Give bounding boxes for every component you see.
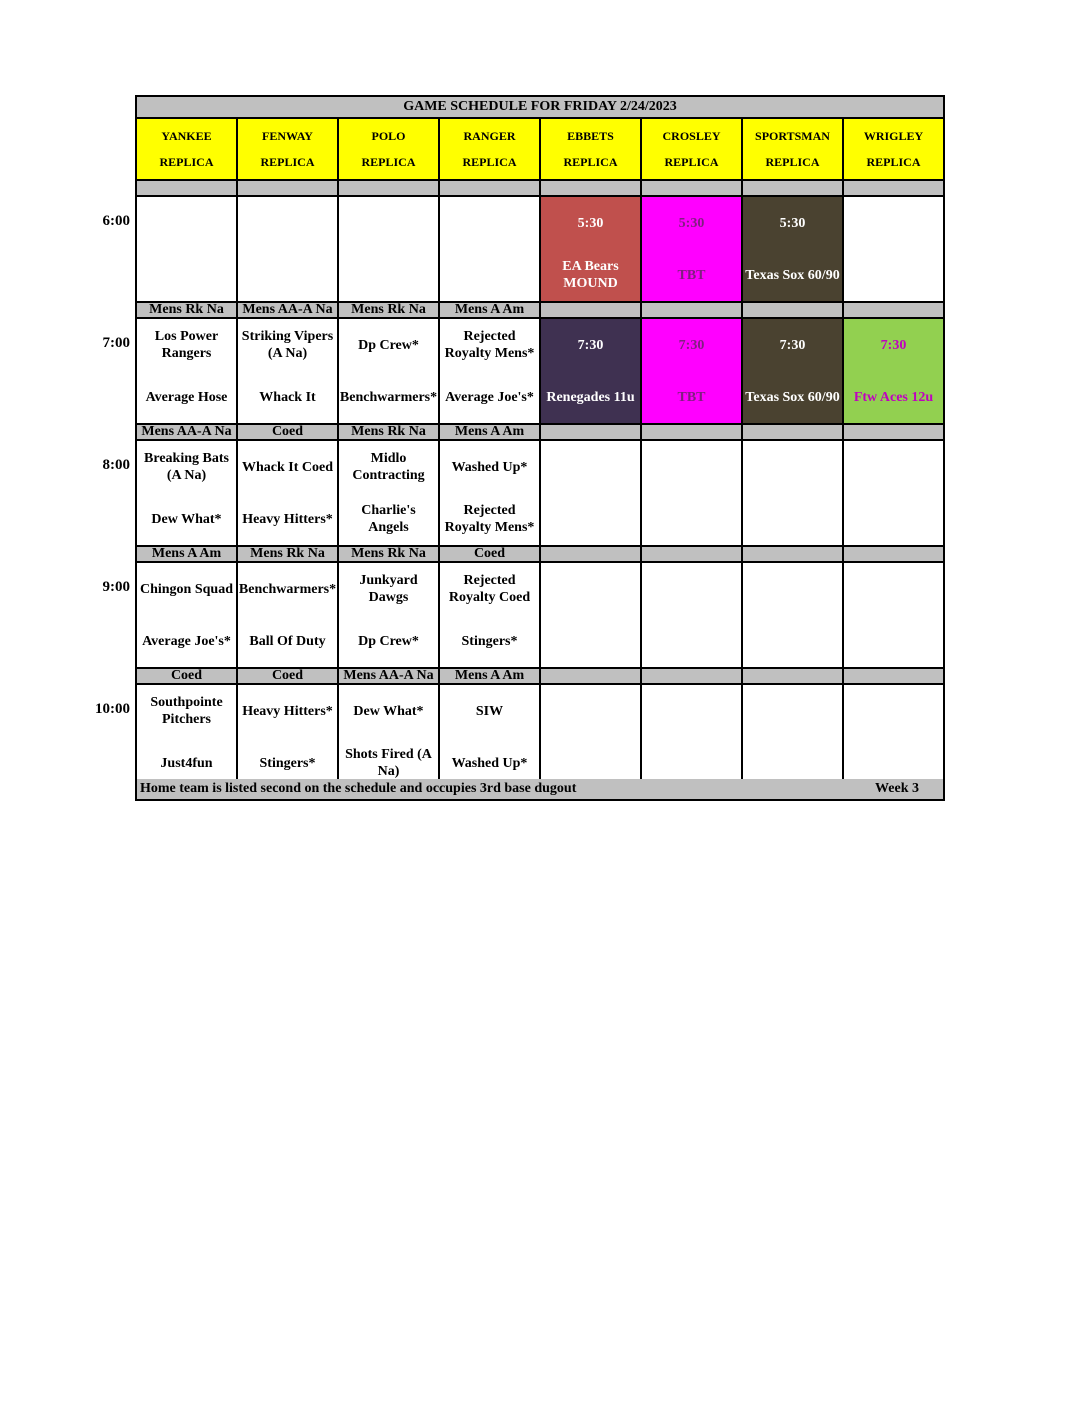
game-slot-bottom: Ball Of Duty [249, 633, 326, 649]
game-cell [642, 441, 743, 545]
division-label: Mens A Am [137, 547, 238, 561]
game-slot-bottom [743, 493, 842, 545]
field-subname: REPLICA [462, 154, 517, 169]
field-header-crosley [642, 119, 743, 179]
game-slot-bottom: Texas Sox 60/90 [745, 389, 840, 405]
game-slot-top: 7:30 [779, 337, 806, 353]
game-cell [541, 685, 642, 789]
field-name: POLO [371, 128, 406, 143]
field-name: FENWAY [262, 128, 313, 143]
game-cell [642, 319, 743, 423]
game-slot-top: Dp Crew* [358, 337, 419, 353]
division-blank [642, 547, 743, 561]
game-cell [642, 197, 743, 301]
game-cell [844, 441, 943, 545]
game-cell [743, 441, 844, 545]
game-slot-top: SIW [475, 703, 504, 719]
division-label: Mens Rk Na [339, 303, 440, 317]
game-cell [642, 685, 743, 789]
game-cell [137, 563, 238, 667]
game-slot-bottom [844, 615, 943, 667]
game-slot-top [642, 685, 741, 737]
game-slot-top [238, 197, 337, 249]
division-blank [642, 303, 743, 317]
division-blank [743, 181, 844, 195]
field-subname: REPLICA [361, 154, 416, 169]
field-header-polo [339, 119, 440, 179]
field-header-ebbets [541, 119, 642, 179]
game-slot-bottom: Texas Sox 60/90 [745, 267, 840, 283]
division-blank [642, 425, 743, 439]
division-blank [137, 181, 238, 195]
field-subname: REPLICA [866, 154, 921, 169]
game-slot-bottom [844, 493, 943, 545]
division-blank [541, 303, 642, 317]
time-label: 8:00 [102, 457, 130, 473]
division-blank [541, 181, 642, 195]
field-subname: REPLICA [260, 154, 315, 169]
division-blank [541, 425, 642, 439]
time-label: 6:00 [102, 213, 130, 229]
division-blank [844, 181, 943, 195]
game-slot-bottom [642, 615, 741, 667]
schedule-table [135, 95, 945, 801]
field-name: YANKEE [161, 128, 212, 143]
game-slot-bottom: Average Joe's* [445, 389, 534, 405]
game-slot-top: Midlo Contracting [352, 451, 425, 483]
game-cell [238, 563, 339, 667]
field-header-sportsman [743, 119, 844, 179]
division-band [137, 669, 943, 683]
game-cell [844, 685, 943, 789]
division-label: Mens A Am [440, 425, 541, 439]
game-cell [541, 563, 642, 667]
game-slot-top: Chingon Squad [139, 581, 233, 597]
game-slot-bottom: Average Hose [145, 389, 228, 405]
game-slot-top: 7:30 [577, 337, 604, 353]
game-cell [844, 197, 943, 301]
game-slot-top: 5:30 [577, 215, 604, 231]
game-slot-bottom: TBT [677, 267, 706, 283]
game-cell [440, 685, 541, 789]
field-header-ranger [440, 119, 541, 179]
game-cell [238, 441, 339, 545]
game-cell [844, 563, 943, 667]
game-row [137, 197, 943, 301]
division-blank [541, 547, 642, 561]
game-slot-top [844, 685, 943, 737]
game-cell [440, 319, 541, 423]
game-cell [238, 685, 339, 789]
game-slot-top: Striking Vipers (A Na) [241, 329, 334, 361]
division-label: Mens AA-A Na [137, 425, 238, 439]
division-label: Mens Rk Na [137, 303, 238, 317]
game-slot-bottom: Ftw Aces 12u [853, 389, 934, 405]
division-band [137, 547, 943, 561]
division-blank [844, 669, 943, 683]
game-slot-bottom [541, 493, 640, 545]
game-slot-top [137, 197, 236, 249]
game-cell [339, 197, 440, 301]
game-row [137, 441, 943, 545]
game-cell [238, 197, 339, 301]
division-blank [238, 181, 339, 195]
field-subname: REPLICA [765, 154, 820, 169]
game-slot-top: Los Power Rangers [154, 329, 219, 361]
game-slot-top: Heavy Hitters* [242, 703, 333, 719]
time-label: 9:00 [102, 579, 130, 595]
game-slot-top: 5:30 [779, 215, 806, 231]
game-slot-bottom [137, 249, 236, 301]
game-slot-bottom: Shots Fired (A Na) [345, 747, 432, 779]
division-blank [642, 181, 743, 195]
game-slot-top: Breaking Bats (A Na) [144, 451, 229, 483]
division-label: Coed [137, 669, 238, 683]
game-slot-bottom: Renegades 11u [546, 389, 635, 405]
division-blank [844, 547, 943, 561]
division-blank [743, 547, 844, 561]
game-cell [238, 319, 339, 423]
field-name: RANGER [463, 128, 516, 143]
game-cell [339, 441, 440, 545]
game-cell [440, 441, 541, 545]
division-blank [844, 425, 943, 439]
game-slot-top [339, 197, 438, 249]
game-row [137, 563, 943, 667]
field-subname: REPLICA [664, 154, 719, 169]
game-slot-bottom [541, 615, 640, 667]
game-slot-bottom [642, 493, 741, 545]
game-row [137, 319, 943, 423]
game-cell [339, 685, 440, 789]
schedule-title: GAME SCHEDULE FOR FRIDAY 2/24/2023 [137, 97, 943, 117]
division-label: Mens AA-A Na [238, 303, 339, 317]
division-label: Mens A Am [440, 669, 541, 683]
game-slot-bottom: Dp Crew* [358, 633, 419, 649]
field-name: SPORTSMAN [755, 128, 830, 143]
game-slot-top: Junkyard Dawgs [359, 573, 418, 605]
field-name: EBBETS [567, 128, 614, 143]
game-cell [137, 441, 238, 545]
game-slot-top [642, 441, 741, 493]
time-label: 7:00 [102, 335, 130, 351]
game-slot-top [743, 563, 842, 615]
game-cell [137, 685, 238, 789]
division-label: Mens Rk Na [339, 547, 440, 561]
field-subname: REPLICA [563, 154, 618, 169]
schedule-footer [137, 779, 943, 799]
field-name: CROSLEY [662, 128, 721, 143]
division-label: Mens Rk Na [339, 425, 440, 439]
game-slot-bottom [238, 249, 337, 301]
game-slot-top: Rejected Royalty Mens* [444, 329, 535, 361]
division-blank [541, 669, 642, 683]
game-row [137, 685, 943, 789]
division-blank [440, 181, 541, 195]
game-cell [137, 319, 238, 423]
game-slot-bottom: Benchwarmers* [339, 389, 438, 405]
division-blank [844, 303, 943, 317]
division-band [137, 425, 943, 439]
game-cell [743, 685, 844, 789]
field-subname: REPLICA [159, 154, 214, 169]
game-slot-top [844, 441, 943, 493]
game-slot-top: 5:30 [678, 215, 705, 231]
game-slot-bottom: Washed Up* [451, 755, 528, 771]
field-header-row [137, 119, 943, 179]
field-header-wrigley [844, 119, 943, 179]
division-band [137, 181, 943, 195]
game-slot-bottom: Rejected Royalty Mens* [444, 503, 535, 535]
time-label: 10:00 [95, 701, 130, 717]
division-blank [642, 669, 743, 683]
game-slot-top [743, 685, 842, 737]
division-label: Coed [238, 669, 339, 683]
game-slot-bottom [743, 615, 842, 667]
division-label: Coed [238, 425, 339, 439]
game-slot-bottom: EA Bears MOUND [562, 259, 619, 291]
division-blank [339, 181, 440, 195]
division-label: Mens Rk Na [238, 547, 339, 561]
game-cell [137, 197, 238, 301]
game-cell [743, 319, 844, 423]
game-cell [541, 441, 642, 545]
game-slot-bottom [339, 249, 438, 301]
division-blank [743, 669, 844, 683]
division-blank [743, 425, 844, 439]
game-slot-top: Benchwarmers* [238, 581, 337, 597]
division-label: Coed [440, 547, 541, 561]
game-slot-top: 7:30 [880, 337, 907, 353]
game-slot-top [844, 197, 943, 249]
game-slot-bottom: Average Joe's* [142, 633, 231, 649]
week-label: Week 3 [875, 781, 919, 796]
division-blank [743, 303, 844, 317]
division-label: Mens A Am [440, 303, 541, 317]
game-cell [339, 563, 440, 667]
division-label: Mens AA-A Na [339, 669, 440, 683]
game-slot-top [743, 441, 842, 493]
game-cell [541, 197, 642, 301]
game-slot-bottom: Just4fun [160, 755, 213, 771]
game-slot-bottom: Dew What* [151, 511, 222, 527]
game-slot-top: Rejected Royalty Coed [448, 573, 531, 605]
field-header-yankee [137, 119, 238, 179]
game-slot-bottom [844, 249, 943, 301]
game-cell [743, 563, 844, 667]
game-slot-top [440, 197, 539, 249]
game-slot-bottom: Stingers* [461, 633, 518, 649]
game-slot-top: Whack It Coed [241, 459, 333, 475]
game-slot-top: Washed Up* [451, 459, 528, 475]
game-slot-top [541, 441, 640, 493]
game-slot-bottom [440, 249, 539, 301]
division-band [137, 303, 943, 317]
game-slot-bottom: Heavy Hitters* [242, 511, 333, 527]
game-slot-top [541, 685, 640, 737]
game-cell [440, 197, 541, 301]
game-slot-top: Dew What* [353, 703, 424, 719]
game-cell [642, 563, 743, 667]
game-slot-bottom: Stingers* [259, 755, 316, 771]
footer-note: Home team is listed second on the schedule and occupies 3rd base dugout [140, 781, 577, 796]
game-slot-top: 7:30 [678, 337, 705, 353]
game-cell [844, 319, 943, 423]
game-cell [440, 563, 541, 667]
game-cell [339, 319, 440, 423]
field-header-fenway [238, 119, 339, 179]
game-slot-top: Southpointe Pitchers [150, 695, 223, 727]
game-slot-top [844, 563, 943, 615]
game-cell [743, 197, 844, 301]
field-name: WRIGLEY [863, 128, 924, 143]
game-slot-bottom: Whack It [259, 389, 316, 405]
game-cell [541, 319, 642, 423]
game-slot-bottom: TBT [677, 389, 706, 405]
game-slot-bottom: Charlie's Angels [361, 503, 416, 535]
game-slot-top [642, 563, 741, 615]
game-slot-top [541, 563, 640, 615]
